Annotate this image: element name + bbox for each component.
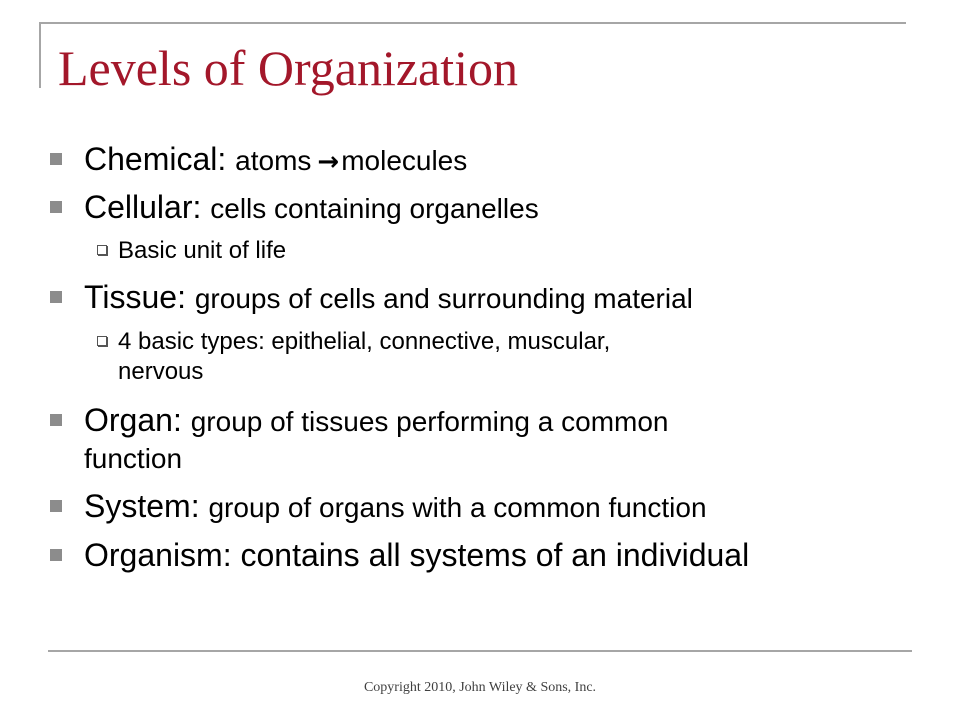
square-bullet-icon bbox=[50, 414, 62, 426]
bullet-desc: group of organs with a common function bbox=[208, 492, 707, 523]
sub-bullet-item: Basic unit of life bbox=[118, 237, 287, 264]
hollow-square-bullet-icon bbox=[97, 336, 107, 346]
bullet-item-cellular bbox=[84, 190, 539, 226]
square-bullet-icon bbox=[50, 500, 62, 512]
bullet-desc: groups of cells and surrounding material bbox=[194, 283, 693, 314]
bullet-item-tissue bbox=[84, 280, 693, 316]
square-bullet-icon bbox=[50, 549, 62, 561]
bullet-item-organ bbox=[84, 403, 669, 439]
bullet-desc: molecules bbox=[341, 145, 468, 176]
bullet-desc: cells containing organelles bbox=[210, 193, 539, 224]
copyright-footer: Copyright 2010, John Wiley & Sons, Inc. bbox=[363, 680, 597, 695]
bullet-desc: atoms bbox=[235, 145, 312, 176]
hollow-square-bullet-icon bbox=[97, 245, 107, 255]
square-bullet-icon bbox=[50, 201, 62, 213]
bullet-term: Organ: bbox=[84, 402, 182, 438]
bullet-item-organ-continued bbox=[84, 440, 182, 476]
frame-bottom-line bbox=[48, 650, 912, 652]
bullet-term: Cellular: bbox=[84, 189, 202, 225]
bullet-term: Chemical: bbox=[84, 141, 227, 177]
sub-bullet-item-continued: nervous bbox=[118, 358, 204, 385]
sub-bullet-item: 4 basic types: epithelial, connective, muscular, bbox=[118, 328, 611, 355]
bullet-desc: group of tissues performing a common bbox=[190, 406, 669, 437]
bullet-term: Tissue: bbox=[84, 279, 186, 315]
square-bullet-icon bbox=[50, 291, 62, 303]
square-bullet-icon bbox=[50, 153, 62, 165]
bullet-item-organism: Organism: contains all systems of an individual bbox=[84, 537, 750, 573]
bullet-term: System: bbox=[84, 488, 200, 524]
bullet-item-system bbox=[84, 489, 707, 525]
bullet-item-chemical bbox=[84, 142, 467, 179]
right-arrow-icon: → bbox=[317, 147, 340, 177]
slide-title: Levels of Organization bbox=[58, 40, 519, 96]
bullet-desc: function bbox=[84, 443, 183, 474]
